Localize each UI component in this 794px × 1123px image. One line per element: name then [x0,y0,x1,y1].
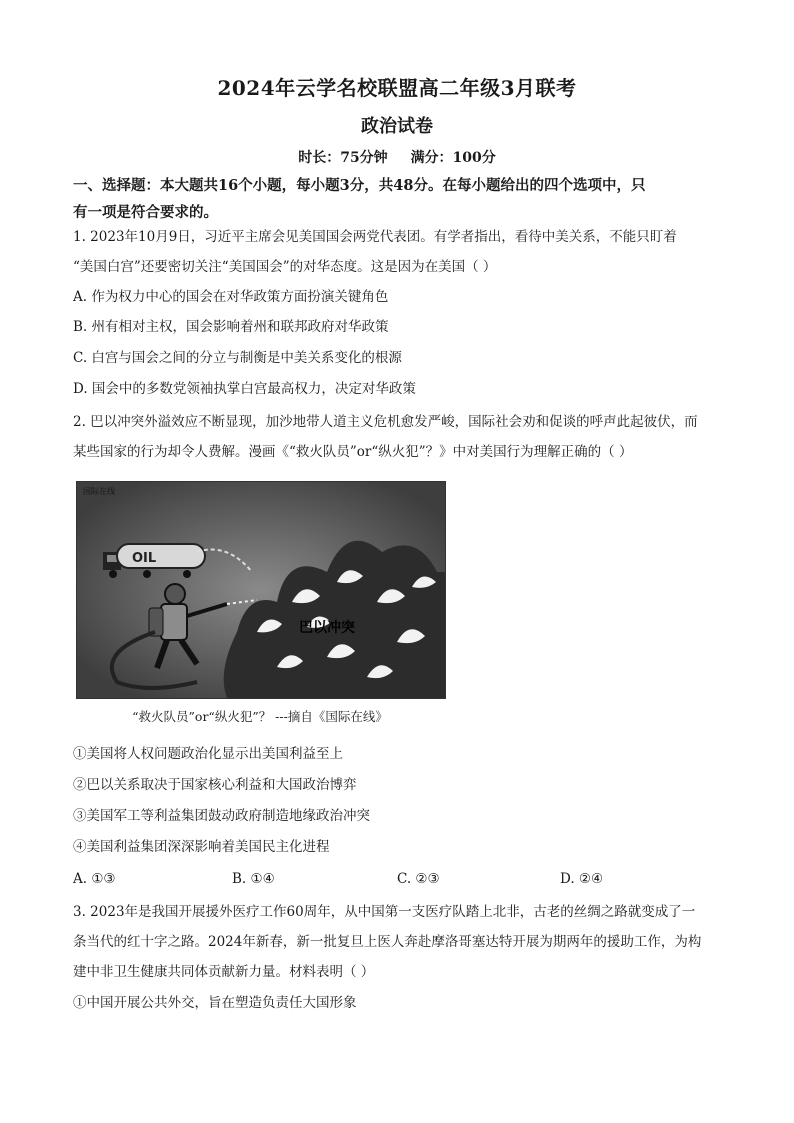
q2-choice-d: D. ②④ [560,871,604,887]
q3-stem-line-1: 3. 2023年是我国开展援外医疗工作60周年，从中国第一支医疗队踏上北非，古老的丝绸之路就变成了一 [73,904,696,920]
cartoon-image [76,481,446,699]
tanker-label: OIL [132,551,157,566]
exam-score: 满分：100分 [410,150,496,166]
q1-option-b: B. 州有相对主权，国会影响着州和联邦政府对华政策 [73,319,389,335]
q3-stem-line-3: 建中非卫生健康共同体贡献新力量。材料表明（ ） [73,964,375,980]
q1-option-a: A. 作为权力中心的国会在对华政策方面扮演关键角色 [73,289,389,305]
section-heading-line-1: 一、选择题：本大题共16个小题，每小题3分，共48分。在每小题给出的四个选项中，只 [73,177,646,194]
exam-duration: 时长：75分钟 [298,150,388,166]
q2-statement-1: ①美国将人权问题政治化显示出美国利益至上 [73,746,343,762]
q2-stem-line-1: 2. 巴以冲突外溢效应不断显现，加沙地带人道主义危机愈发严峻，国际社会劝和促谈的呼声此起彼伏，而 [73,414,698,430]
q1-option-d: D. 国会中的多数党领袖执掌白宫最高权力，决定对华政策 [73,381,416,397]
q2-choice-a: A. ①③ [73,871,116,887]
exam-meta [0,147,794,167]
q2-statement-2: ②巴以关系取决于国家核心利益和大国政治博弈 [73,777,357,793]
section-heading-line-2: 有一项是符合要求的。 [73,204,218,221]
q2-choice-c: C. ②③ [397,871,440,887]
q2-stem-line-2: 某些国家的行为却令人费解。漫画《“救火队员”or“纵火犯”？》中对美国行为理解正确的（ ） [73,444,633,460]
q2-choice-b: B. ①④ [232,871,275,887]
q1-stem-line-2: “美国白宫”还要密切关注“美国国会”的对华态度。这是因为在美国（ ） [73,259,497,275]
q3-statement-1: ①中国开展公共外交，旨在塑造负责任大国形象 [73,995,357,1011]
q2-statement-3: ③美国军工等利益集团鼓动政府制造地缘政治冲突 [73,808,370,824]
q2-statement-4: ④美国利益集团深深影响着美国民主化进程 [73,839,330,855]
section-heading [73,172,723,226]
q1-stem-line-1: 1. 2023年10月9日，习近平主席会见美国国会两党代表团。有学者指出，看待中美关系，不能只盯着 [73,229,677,245]
cartoon-corner-text: 国际在线 [83,487,115,496]
fire-label: 巴以冲突 [299,620,355,636]
exam-title: 2024年云学名校联盟高二年级3月联考 [217,76,577,100]
cartoon-caption: “救火队员”or“纵火犯”？ ---摘自《国际在线》 [132,709,388,724]
exam-subject: 政治试卷 [361,116,433,137]
q1-option-c: C. 白宫与国会之间的分立与制衡是中美关系变化的根源 [73,350,402,366]
q3-stem-line-2: 条当代的红十字之路。2024年新春，新一批复旦上医人奔赴摩洛哥塞达特开展为期两年的援助工作，为构 [73,934,702,950]
